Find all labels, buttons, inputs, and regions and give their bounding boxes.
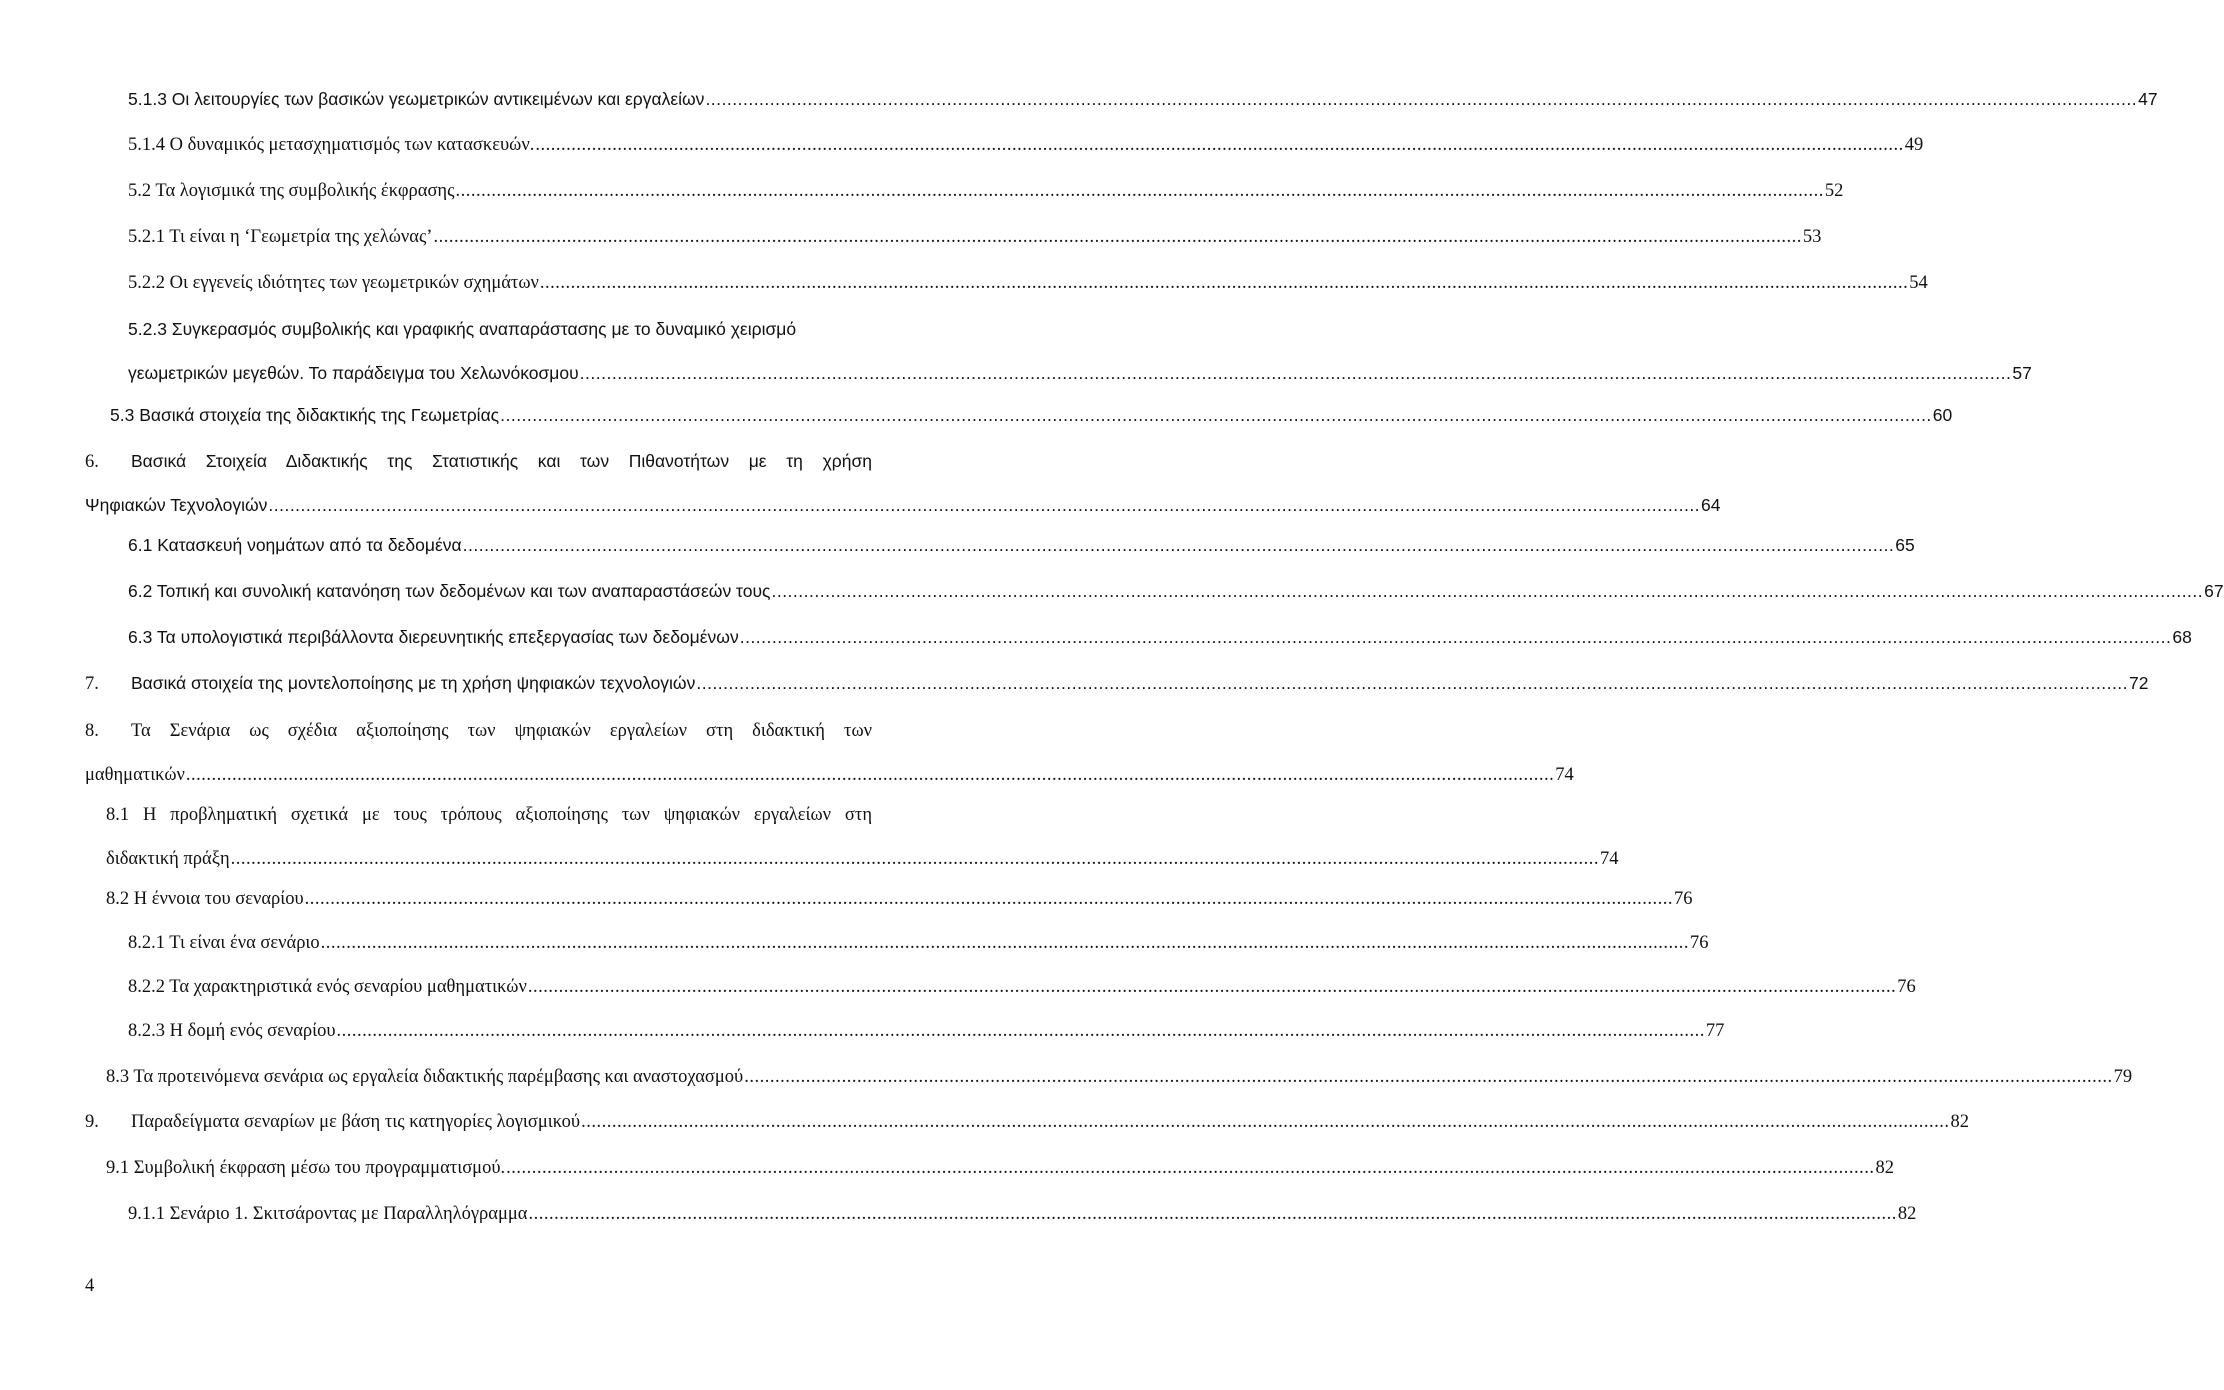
toc-entry[interactable] — [85, 662, 2149, 704]
toc-page-number: 57 — [2012, 363, 2032, 383]
toc-chapter-number: 9. — [85, 1112, 99, 1132]
toc-entry[interactable] — [128, 616, 2192, 658]
toc-entry[interactable] — [128, 170, 1844, 212]
toc-entry-title-line1: Τα Σενάρια ως σχέδια αξιοποίησης των ψηφιακών εργαλείων στη διδακτική των — [131, 721, 872, 741]
toc-entry[interactable] — [128, 570, 2224, 612]
toc-entry-title: 8.2.1 Τι είναι ένα σενάριο — [128, 933, 320, 953]
toc-page-number: 54 — [1909, 273, 1928, 293]
toc-leader-dots — [463, 524, 1895, 566]
toc-leader-dots — [506, 1147, 1874, 1189]
toc-leader-dots — [455, 170, 1823, 212]
toc-entry[interactable] — [85, 1101, 1969, 1143]
toc-page-number: 60 — [1932, 405, 1953, 425]
toc-entry-title: 5.2 Τα λογισμικά της συμβολικής έκφρασης — [128, 181, 455, 201]
toc-entry-title: 5.3 Βασικά στοιχεία της διδακτικής της Γεωμετρίας — [110, 405, 500, 425]
toc-page-number: 64 — [1701, 495, 1721, 515]
toc-entry-title-line1: 8.1 Η προβληματική σχετικά με τους τρόπους αξιοποίησης των ψηφιακών εργαλείων στη — [106, 805, 872, 825]
toc-entry[interactable] — [128, 216, 1822, 258]
toc-entry[interactable] — [106, 1147, 1894, 1189]
toc-leader-dots — [337, 1010, 1705, 1052]
toc-leader-dots — [305, 878, 1673, 920]
toc-entry-title: 5.1.3 Οι λειτουργίες των βασικών γεωμετρικών αντικειμένων και εργαλείων — [128, 89, 705, 109]
toc-page-number: 76 — [1897, 977, 1916, 997]
toc-page-number: 79 — [2113, 1067, 2133, 1087]
toc-page-number: 82 — [1897, 1204, 1917, 1224]
toc-entry[interactable] — [128, 308, 2032, 394]
toc-leader-dots — [528, 1193, 1896, 1235]
toc-chapter-number: 6. — [85, 452, 99, 472]
toc-entry-title: 9.1 Συμβολική έκφραση μέσω του προγραμματισμού. — [106, 1158, 506, 1178]
toc-entry-title: 6.1 Κατασκευή νοημάτων από τα δεδομένα — [128, 535, 462, 555]
toc-leader-dots — [705, 78, 2137, 120]
toc-entry-title: 6.3 Τα υπολογιστικά περιβάλλοντα διερευνητικής επεξεργασίας των δεδομένων — [128, 627, 739, 647]
toc-entry-title-line2: γεωμετρικών μεγεθών. Το παράδειγμα του Χελωνόκοσμου — [128, 363, 579, 383]
toc-entry[interactable] — [128, 966, 1916, 1008]
toc-entry[interactable] — [128, 922, 1709, 964]
toc-entry[interactable] — [128, 124, 1924, 166]
toc-entry-title: 5.1.4 Ο δυναμικός μετασχηματισμός των κατασκευών. — [128, 135, 535, 155]
toc-entry-title: 5.2.1 Τι είναι η ‘Γεωμετρία της χελώνας’ — [128, 227, 433, 247]
toc-leader-dots — [231, 838, 1599, 880]
toc-entry-title: 6.2 Τοπική και συνολική κατανόηση των δεδομένων και των αναπαραστάσεών τους — [128, 581, 771, 601]
toc-leader-dots — [500, 394, 1932, 436]
toc-page-number: 82 — [1950, 1112, 1969, 1132]
toc-page-number: 74 — [1600, 849, 1619, 869]
toc-page-number: 67 — [2204, 581, 2224, 601]
toc-entry[interactable] — [106, 878, 1693, 920]
toc-entry-title: Βασικά στοιχεία της μοντελοποίησης με τη χρήση ψηφιακών τεχνολογιών — [131, 673, 696, 693]
toc-entry-title: 8.2.2 Τα χαρακτηριστικά ενός σεναρίου μαθηματικών — [128, 977, 527, 997]
toc-entry-title: 8.2.3 Η δομή ενός σεναρίου — [128, 1021, 336, 1041]
toc-entry[interactable] — [106, 794, 1619, 880]
toc-entry[interactable] — [85, 710, 1574, 796]
toc-entry[interactable] — [128, 78, 2158, 120]
toc-leader-dots — [433, 216, 1801, 258]
toc-entry[interactable] — [128, 262, 1928, 304]
toc-leader-dots — [580, 352, 2012, 394]
toc-leader-dots — [696, 662, 2128, 704]
footer-page-number: 4 — [85, 1276, 95, 1296]
toc-page-number: 53 — [1802, 227, 1822, 247]
toc-entry[interactable] — [110, 394, 1953, 436]
toc-page-number: 52 — [1824, 181, 1844, 201]
toc-leader-dots — [321, 922, 1689, 964]
toc-entry[interactable] — [106, 1056, 2133, 1098]
toc-page-number: 47 — [2138, 89, 2158, 109]
toc-leader-dots — [186, 754, 1554, 796]
toc-leader-dots — [744, 1056, 2112, 1098]
toc-page-number: 68 — [2172, 627, 2192, 647]
toc-entry-title: 8.2 Η έννοια του σεναρίου — [106, 889, 304, 909]
toc-entry-title: Παραδείγματα σεναρίων με βάση τις κατηγορίες λογισμικού — [131, 1112, 581, 1132]
toc-entry-title: 5.2.2 Οι εγγενείς ιδιότητες των γεωμετρικών σχημάτων — [128, 273, 539, 293]
toc-page-number: 74 — [1555, 765, 1574, 785]
toc-entry-title-line2: Ψηφιακών Τεχνολογιών — [85, 495, 268, 515]
toc-page-number: 72 — [2129, 673, 2149, 693]
toc-page-number: 76 — [1674, 889, 1693, 909]
toc-leader-dots — [528, 966, 1896, 1008]
toc-leader-dots — [540, 262, 1908, 304]
toc-entry-title-line2: μαθηματικών — [85, 765, 185, 785]
toc-leader-dots — [771, 570, 2203, 612]
toc-entry[interactable] — [128, 1010, 1725, 1052]
toc-page-number: 82 — [1875, 1158, 1894, 1178]
toc-entry[interactable] — [128, 1193, 1917, 1235]
toc-leader-dots — [740, 616, 2172, 658]
toc-entry[interactable] — [85, 440, 1721, 526]
toc-entry-title-line1: Βασικά Στοιχεία Διδακτικής της Στατιστικής και των Πιθανοτήτων με τη χρήση — [131, 451, 872, 471]
toc-leader-dots — [535, 124, 1903, 166]
toc-page-number: 77 — [1705, 1021, 1725, 1041]
toc-entry-title: 8.3 Τα προτεινόμενα σενάρια ως εργαλεία διδακτικής παρέμβασης και αναστοχασμού — [106, 1067, 744, 1087]
toc-leader-dots — [581, 1101, 1949, 1143]
toc-entry-title-line2: διδακτική πράξη — [106, 849, 230, 869]
toc-page-number: 65 — [1895, 535, 1915, 555]
toc-page-number: 76 — [1690, 933, 1709, 953]
toc-page-number: 49 — [1904, 135, 1924, 155]
toc-chapter-number: 8. — [85, 721, 99, 741]
toc-entry[interactable] — [128, 524, 1915, 566]
toc-chapter-number: 7. — [85, 674, 99, 694]
toc-entry-title: 9.1.1 Σενάριο 1. Σκιτσάροντας με Παραλληλόγραμμα — [128, 1204, 528, 1224]
toc-entry-title-line1: 5.2.3 Συγκερασμός συμβολικής και γραφικής αναπαράστασης με το δυναμικό χειρισμό — [128, 319, 797, 339]
toc-leader-dots — [268, 484, 1700, 526]
